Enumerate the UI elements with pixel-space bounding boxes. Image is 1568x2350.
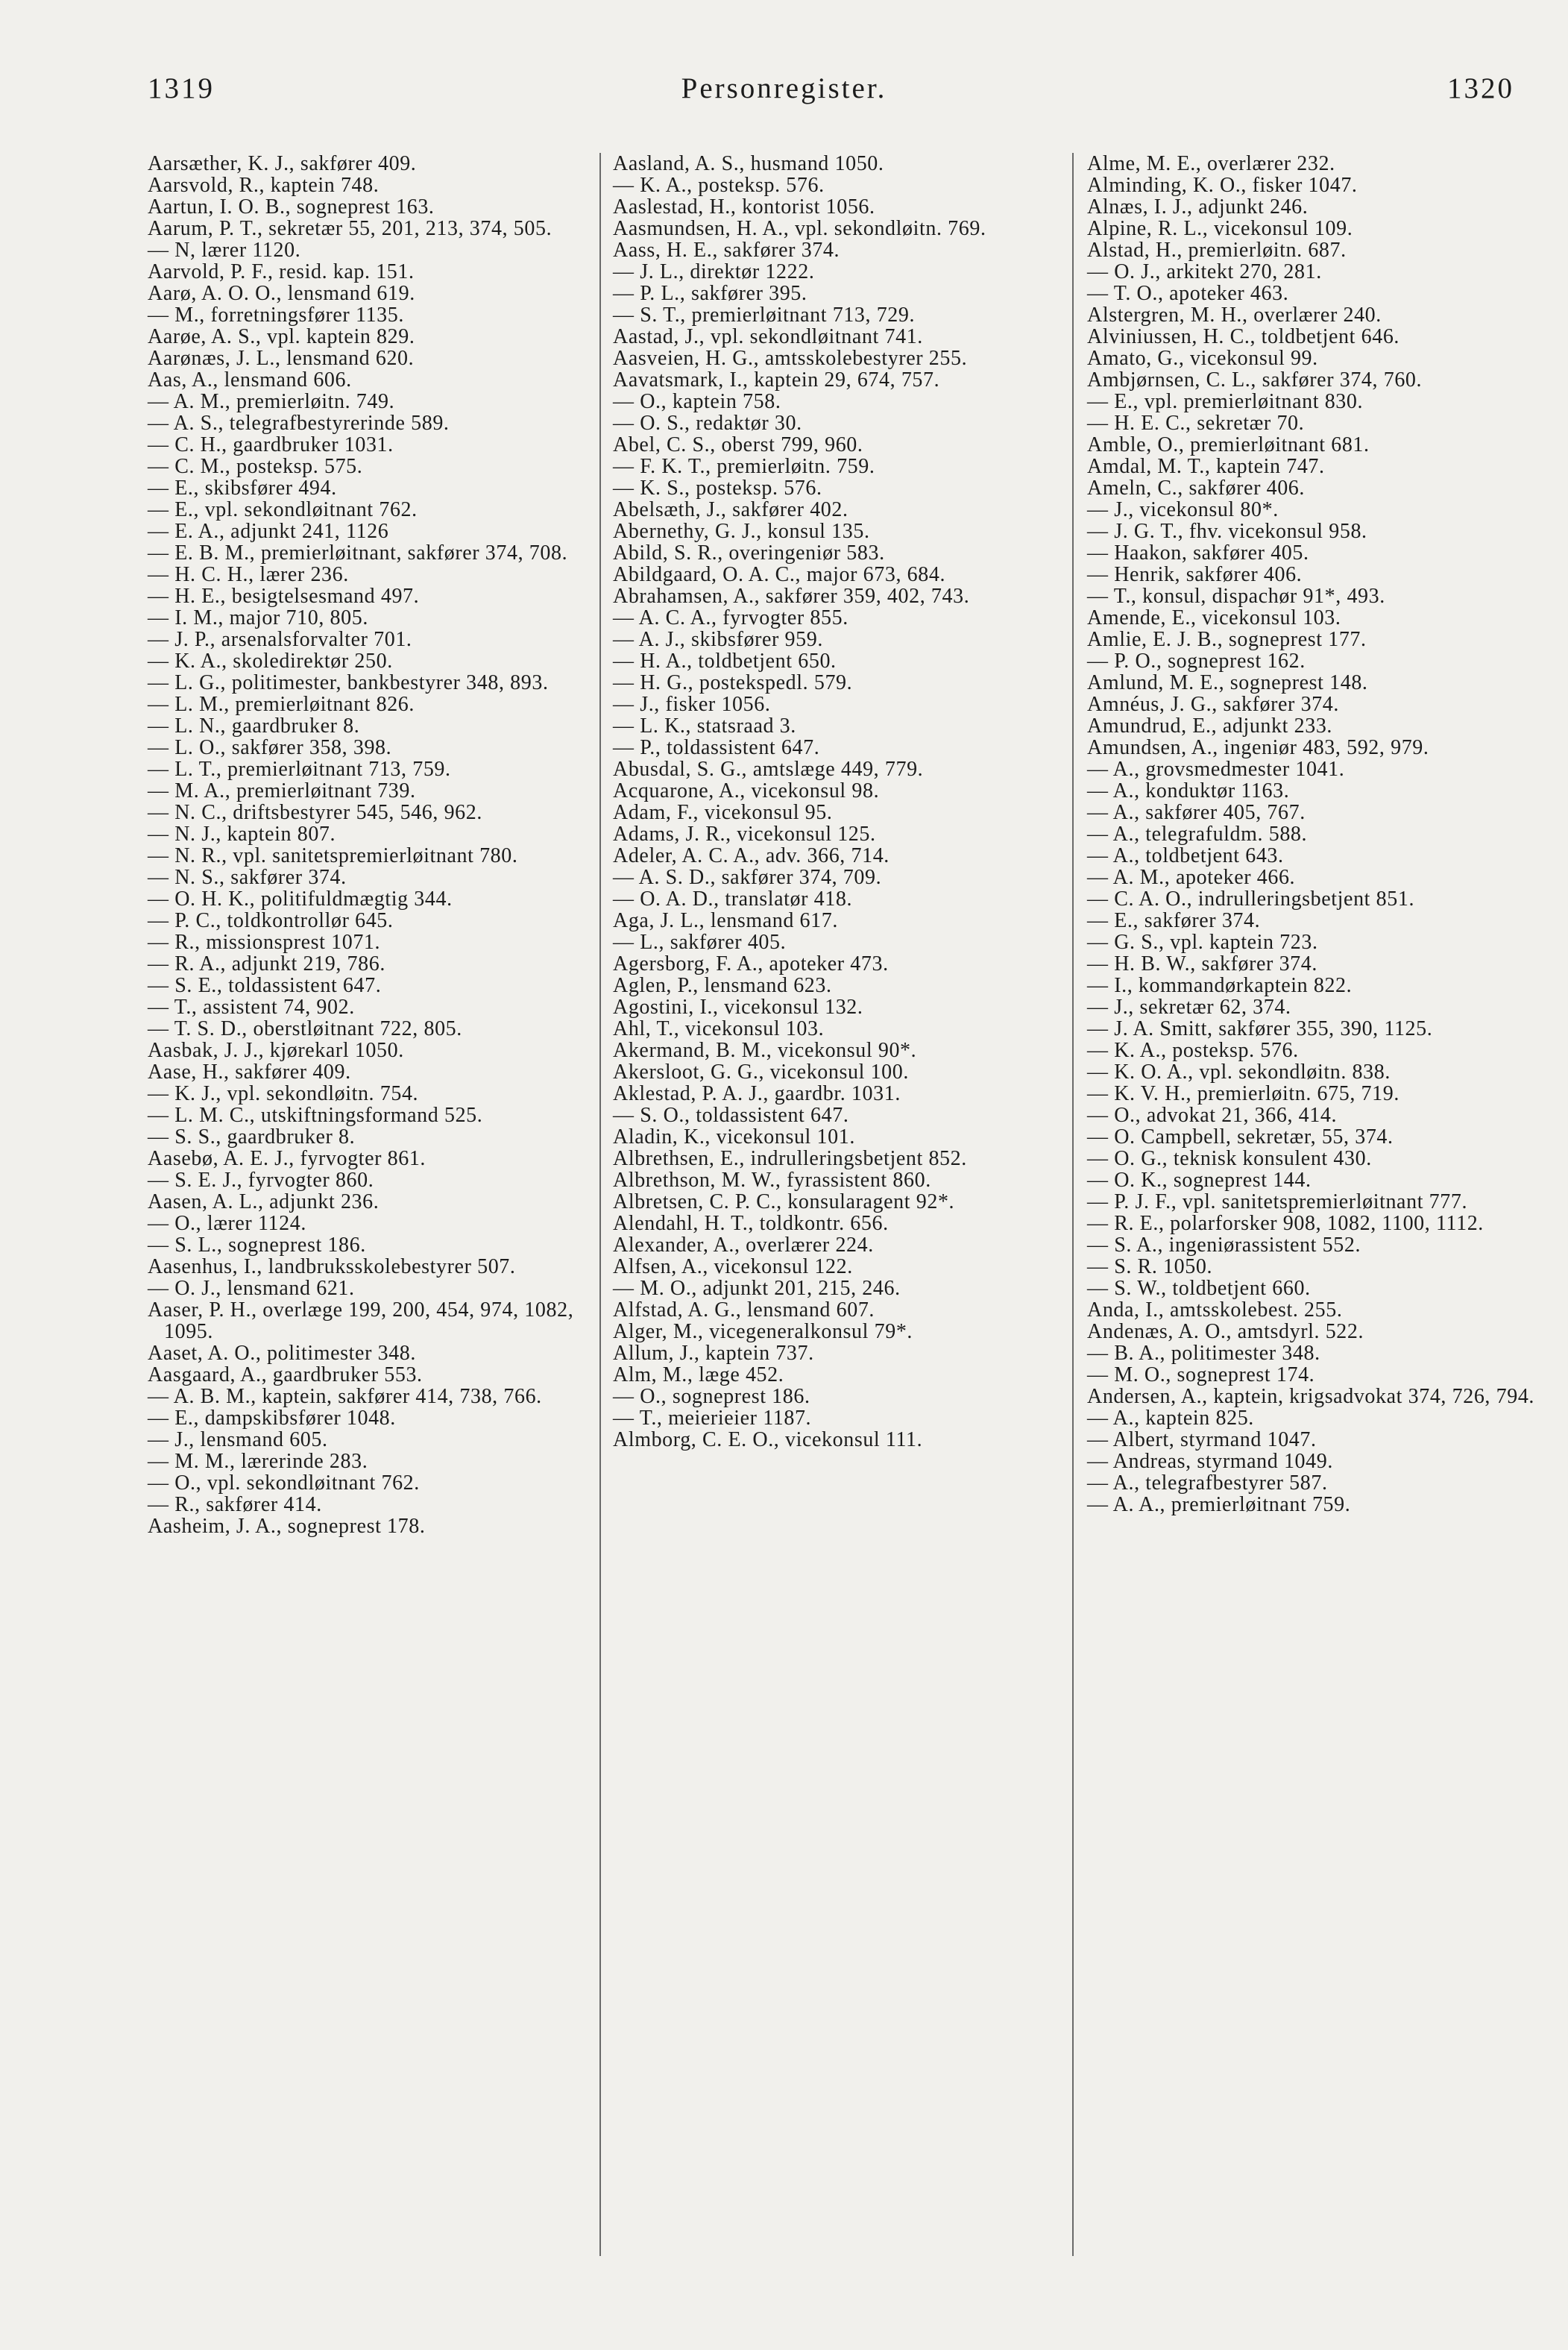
register-entry: — A., grovsmedmester 1041. — [1087, 758, 1345, 781]
register-entry: Abel, C. S., oberst 799, 960. — [613, 433, 863, 456]
register-entry: Aarsæther, K. J., sakfører 409. — [148, 152, 417, 175]
register-entry: — A., telegrafuldm. 588. — [1087, 823, 1308, 846]
register-entry: Almborg, C. E. O., vicekonsul 111. — [613, 1428, 923, 1451]
register-entry: Aarvold, P. F., resid. kap. 151. — [148, 260, 415, 283]
register-entry: — J., fisker 1056. — [613, 693, 771, 716]
register-entry: — S. O., toldassistent 647. — [613, 1104, 849, 1127]
register-entry: — O. S., redaktør 30. — [613, 412, 802, 435]
register-entry: Acquarone, A., vicekonsul 98. — [613, 779, 880, 802]
register-entry: — N, lærer 1120. — [148, 239, 301, 262]
register-entry: — A. M., apoteker 466. — [1087, 866, 1296, 889]
register-entry: — L. M., premierløitnant 826. — [148, 693, 415, 716]
register-entry: Aasbak, J. J., kjørekarl 1050. — [148, 1039, 404, 1062]
register-entry: — S. S., gaardbruker 8. — [148, 1125, 356, 1149]
register-entry: — A., telegrafbestyrer 587. — [1087, 1471, 1328, 1495]
register-entry: Amende, E., vicekonsul 103. — [1087, 606, 1341, 629]
register-entry: — C. M., posteksp. 575. — [148, 455, 363, 478]
register-entry: — R. A., adjunkt 219, 786. — [148, 952, 385, 975]
register-column-1 — [148, 153, 589, 1537]
register-entry: Aastad, J., vpl. sekondløitnant 741. — [613, 325, 923, 348]
register-entry: Aavatsmark, I., kaptein 29, 674, 757. — [613, 368, 940, 392]
register-entry: — Andreas, styrmand 1049. — [1087, 1450, 1333, 1473]
register-entry: — J. P., arsenalsforvalter 701. — [148, 628, 412, 651]
register-entry: — M. M., lærerinde 283. — [148, 1450, 368, 1473]
register-entry: Aasenhus, I., landbruksskolebestyrer 507. — [148, 1255, 516, 1278]
register-entry: Aklestad, P. A. J., gaardbr. 1031. — [613, 1082, 901, 1105]
register-entry: — S. T., premierløitnant 713, 729. — [613, 304, 916, 327]
register-entry: Ameln, C., sakfører 406. — [1087, 477, 1306, 500]
register-entry: — N. J., kaptein 807. — [148, 823, 336, 846]
register-entry: — Albert, styrmand 1047. — [1087, 1428, 1317, 1451]
register-entry: — L. N., gaardbruker 8. — [148, 714, 360, 738]
register-entry: — J., vicekonsul 80*. — [1087, 498, 1279, 521]
register-entry: Abelsæth, J., sakfører 402. — [613, 498, 848, 521]
register-entry: — L., sakfører 405. — [613, 931, 787, 954]
register-entry: Anda, I., amtsskolebest. 255. — [1087, 1298, 1343, 1322]
register-entry: Agostini, I., vicekonsul 132. — [613, 996, 863, 1019]
register-entry: — A., kaptein 825. — [1087, 1407, 1254, 1430]
register-entry: Amnéus, J. G., sakfører 374. — [1087, 693, 1339, 716]
page-header — [0, 72, 1568, 109]
register-entry: — T., meierieier 1187. — [613, 1407, 812, 1430]
register-entry: — J. A. Smitt, sakfører 355, 390, 1125. — [1087, 1017, 1433, 1040]
register-entry: Abildgaard, O. A. C., major 673, 684. — [613, 563, 946, 586]
register-entry: — M., forretningsfører 1135. — [148, 304, 404, 327]
register-entry: — O., kaptein 758. — [613, 390, 781, 413]
register-entry: Abrahamsen, A., sakfører 359, 402, 743. — [613, 585, 970, 608]
register-entry: — N. S., sakfører 374. — [148, 866, 347, 889]
register-entry: Albrethsen, E., indrulleringsbetjent 852. — [613, 1147, 967, 1170]
register-entry: Aarum, P. T., sekretær 55, 201, 213, 374, 505. — [148, 217, 552, 240]
register-entry: Aarøe, A. S., vpl. kaptein 829. — [148, 325, 415, 348]
register-entry: Amato, G., vicekonsul 99. — [1087, 347, 1318, 370]
register-entry: Ahl, T., vicekonsul 103. — [613, 1017, 825, 1040]
register-entry: Aasveien, H. G., amtsskolebestyrer 255. — [613, 347, 968, 370]
register-entry: Alstad, H., premierløitn. 687. — [1087, 239, 1347, 262]
register-entry: — O. J., lensmand 621. — [148, 1277, 355, 1300]
register-entry: — K. O. A., vpl. sekondløitn. 838. — [1087, 1061, 1391, 1084]
register-entry: — L. G., politimester, bankbestyrer 348, 893. — [148, 671, 549, 694]
register-entry: — N. C., driftsbestyrer 545, 546, 962. — [148, 801, 482, 824]
register-entry: — O. G., teknisk konsulent 430. — [1087, 1147, 1372, 1170]
register-entry: — A., konduktør 1163. — [1087, 779, 1290, 802]
register-entry: — T. S. D., oberstløitnant 722, 805. — [148, 1017, 462, 1040]
register-entry: Amdal, M. T., kaptein 747. — [1087, 455, 1325, 478]
register-entry: — O. H. K., politifuldmægtig 344. — [148, 887, 453, 911]
register-entry: Aaslestad, H., kontorist 1056. — [613, 195, 875, 219]
register-entry: Adeler, A. C. A., adv. 366, 714. — [613, 844, 890, 867]
register-entry: — O. J., arkitekt 270, 281. — [1087, 260, 1322, 283]
register-entry: Allum, J., kaptein 737. — [613, 1342, 814, 1365]
register-entry: — A. M., premierløitn. 749. — [148, 390, 395, 413]
register-entry: — E. B. M., premierløitnant, sakfører 374, 708. — [148, 541, 568, 565]
register-entry: — K. A., skoledirektør 250. — [148, 650, 393, 673]
register-column-2 — [613, 153, 1060, 1451]
register-entry: Alm, M., læge 452. — [613, 1363, 784, 1386]
register-entry: Aaset, A. O., politimester 348. — [148, 1342, 417, 1365]
register-entry: — H. E., besigtelsesmand 497. — [148, 585, 420, 608]
register-entry: — E., vpl. premierløitnant 830. — [1087, 390, 1364, 413]
register-entry: — A. B. M., kaptein, sakfører 414, 738, 766. — [148, 1385, 542, 1408]
register-entry: Aglen, P., lensmand 623. — [613, 974, 832, 997]
register-entry: — G. S., vpl. kaptein 723. — [1087, 931, 1318, 954]
register-entry: — A., toldbetjent 643. — [1087, 844, 1284, 867]
page-number-right: 1320 — [1447, 72, 1514, 104]
register-entry: Aartun, I. O. B., sogneprest 163. — [148, 195, 435, 219]
register-entry: Alfsen, A., vicekonsul 122. — [613, 1255, 853, 1278]
register-entry: — L. O., sakfører 358, 398. — [148, 736, 392, 759]
register-entry: Aarønæs, J. L., lensmand 620. — [148, 347, 415, 370]
register-entry: Andenæs, A. O., amtsdyrl. 522. — [1087, 1320, 1364, 1343]
register-entry: — L. K., statsraad 3. — [613, 714, 796, 738]
register-entry: Aass, H. E., sakfører 374. — [613, 239, 840, 262]
register-entry: — A. A., premierløitnant 759. — [1087, 1493, 1351, 1516]
register-entry: — E., dampskibsfører 1048. — [148, 1407, 396, 1430]
register-entry: — A. J., skibsfører 959. — [613, 628, 823, 651]
register-entry: — O. Campbell, sekretær, 55, 374. — [1087, 1125, 1394, 1149]
register-entry: Alminding, K. O., fisker 1047. — [1087, 174, 1358, 197]
register-entry: — P. C., toldkontrollør 645. — [148, 909, 394, 932]
register-entry: — S. E. J., fyrvogter 860. — [148, 1169, 374, 1192]
register-entry: — S. E., toldassistent 647. — [148, 974, 382, 997]
register-entry: Albrethson, M. W., fyrassistent 860. — [613, 1169, 931, 1192]
register-entry: — B. A., politimester 348. — [1087, 1342, 1320, 1365]
register-entry: — T. O., apoteker 463. — [1087, 282, 1289, 305]
register-entry: — O. K., sogneprest 144. — [1087, 1169, 1312, 1192]
register-entry: — E., sakfører 374. — [1087, 909, 1261, 932]
register-entry: Amundrud, E., adjunkt 233. — [1087, 714, 1333, 738]
register-entry: Aladin, K., vicekonsul 101. — [613, 1125, 855, 1149]
register-entry: — S. L., sogneprest 186. — [148, 1234, 366, 1257]
register-entry: Alger, M., vicegeneralkonsul 79*. — [613, 1320, 913, 1343]
register-entry: — K. S., posteksp. 576. — [613, 477, 822, 500]
register-entry: Aasebø, A. E. J., fyrvogter 861. — [148, 1147, 426, 1170]
register-entry: — M. O., adjunkt 201, 215, 246. — [613, 1277, 901, 1300]
register-entry: — R., missionsprest 1071. — [148, 931, 381, 954]
register-entry: — K. V. H., premierløitn. 675, 719. — [1087, 1082, 1399, 1105]
register-entry: Ambjørnsen, C. L., sakfører 374, 760. — [1087, 368, 1423, 392]
register-entry: — S. R. 1050. — [1087, 1255, 1213, 1278]
register-entry: — A. C. A., fyrvogter 855. — [613, 606, 848, 629]
register-entry: — A. S., telegrafbestyrerinde 589. — [148, 412, 450, 435]
register-entry: — E., vpl. sekondløitnant 762. — [148, 498, 418, 521]
register-entry: — O., vpl. sekondløitnant 762. — [148, 1471, 420, 1495]
register-entry: — Henrik, sakfører 406. — [1087, 563, 1303, 586]
register-entry: — J. G. T., fhv. vicekonsul 958. — [1087, 520, 1367, 543]
register-entry: — K. A., posteksp. 576. — [613, 174, 825, 197]
register-entry: — K. A., posteksp. 576. — [1087, 1039, 1299, 1062]
register-entry: — H. G., postekspedl. 579. — [613, 671, 853, 694]
register-entry: — M. A., premierløitnant 739. — [148, 779, 416, 802]
register-entry: — J., sekretær 62, 374. — [1087, 996, 1291, 1019]
register-entry: — J. L., direktør 1222. — [613, 260, 815, 283]
register-entry: — O., lærer 1124. — [148, 1212, 306, 1235]
register-entry: — A., sakfører 405, 767. — [1087, 801, 1306, 824]
register-entry: Akermand, B. M., vicekonsul 90*. — [613, 1039, 917, 1062]
register-entry: — F. K. T., premierløitn. 759. — [613, 455, 875, 478]
register-entry: — H. B. W., sakfører 374. — [1087, 952, 1317, 975]
register-entry: Aase, H., sakfører 409. — [148, 1061, 351, 1084]
register-entry: — R. E., polarforsker 908, 1082, 1100, 1112. — [1087, 1212, 1484, 1235]
register-entry: — H. E. C., sekretær 70. — [1087, 412, 1305, 435]
register-entry: Amble, O., premierløitnant 681. — [1087, 433, 1370, 456]
register-entry: — I. M., major 710, 805. — [148, 606, 368, 629]
register-entry: — P., toldassistent 647. — [613, 736, 820, 759]
register-entry: Andersen, A., kaptein, krigsadvokat 374, 726, 794. — [1087, 1385, 1535, 1408]
register-entry: — P. O., sogneprest 162. — [1087, 650, 1306, 673]
register-entry: Agersborg, F. A., apoteker 473. — [613, 952, 889, 975]
register-entry: Albretsen, C. P. C., konsularagent 92*. — [613, 1190, 955, 1213]
register-entry: — H. A., toldbetjent 650. — [613, 650, 837, 673]
register-entry: Amundsen, A., ingeniør 483, 592, 979. — [1087, 736, 1429, 759]
register-entry: — S. W., toldbetjent 660. — [1087, 1277, 1311, 1300]
register-entry: — O., advokat 21, 366, 414. — [1087, 1104, 1338, 1127]
register-entry: — A. S. D., sakfører 374, 709. — [613, 866, 882, 889]
page-number-left: 1319 — [148, 72, 215, 104]
register-entry: — E. A., adjunkt 241, 1126 — [148, 520, 389, 543]
register-entry: Aarø, A. O. O., lensmand 619. — [148, 282, 415, 305]
register-entry: — T., konsul, dispachør 91*, 493. — [1087, 585, 1385, 608]
register-entry: Alfstad, A. G., lensmand 607. — [613, 1298, 875, 1322]
register-column-3 — [1087, 153, 1536, 1515]
register-entry: — K. J., vpl. sekondløitn. 754. — [148, 1082, 419, 1105]
register-entry: — P. L., sakfører 395. — [613, 282, 807, 305]
register-entry: — T., assistent 74, 902. — [148, 996, 355, 1019]
register-entry: — L. T., premierløitnant 713, 759. — [148, 758, 451, 781]
register-entry: Alnæs, I. J., adjunkt 246. — [1087, 195, 1309, 219]
register-entry: — I., kommandørkaptein 822. — [1087, 974, 1353, 997]
register-entry: Aas, A., lensmand 606. — [148, 368, 352, 392]
register-entry: — Haakon, sakfører 405. — [1087, 541, 1309, 565]
register-entry: — J., lensmand 605. — [148, 1428, 328, 1451]
register-entry: Alexander, A., overlærer 224. — [613, 1234, 874, 1257]
register-entry: Abernethy, G. J., konsul 135. — [613, 520, 870, 543]
register-entry: — S. A., ingeniørassistent 552. — [1087, 1234, 1361, 1257]
register-entry: Aasgaard, A., gaardbruker 553. — [148, 1363, 423, 1386]
register-entry: Abusdal, S. G., amtslæge 449, 779. — [613, 758, 924, 781]
register-entry: Alpine, R. L., vicekonsul 109. — [1087, 217, 1353, 240]
register-entry: — M. O., sogneprest 174. — [1087, 1363, 1315, 1386]
register-entry: — E., skibsfører 494. — [148, 477, 337, 500]
register-entry: Aasland, A. S., husmand 1050. — [613, 152, 884, 175]
register-entry: — C. H., gaardbruker 1031. — [148, 433, 394, 456]
register-entry: — C. A. O., indrulleringsbetjent 851. — [1087, 887, 1415, 911]
register-entry: Aasheim, J. A., sogneprest 178. — [148, 1515, 426, 1538]
register-entry: Amlie, E. J. B., sogneprest 177. — [1087, 628, 1367, 651]
register-entry: Aasen, A. L., adjunkt 236. — [148, 1190, 380, 1213]
register-entry: — O. A. D., translatør 418. — [613, 887, 853, 911]
register-entry: Adam, F., vicekonsul 95. — [613, 801, 833, 824]
register-entry: — N. R., vpl. sanitetspremierløitnant 780. — [148, 844, 518, 867]
register-entry: Aasmundsen, H. A., vpl. sekondløitn. 769. — [613, 217, 986, 240]
register-entry: — P. J. F., vpl. sanitetspremierløitnant 777. — [1087, 1190, 1468, 1213]
register-entry: Alstergren, M. H., overlærer 240. — [1087, 304, 1382, 327]
register-entry: — H. C. H., lærer 236. — [148, 563, 349, 586]
column-divider — [599, 153, 601, 2256]
register-entry: Amlund, M. E., sogneprest 148. — [1087, 671, 1368, 694]
register-entry: Aga, J. L., lensmand 617. — [613, 909, 838, 932]
register-entry: Aaser, P. H., overlæge 199, 200, 454, 974, 1082, 1095. — [148, 1298, 574, 1343]
register-entry: Akersloot, G. G., vicekonsul 100. — [613, 1061, 909, 1084]
register-entry: — O., sogneprest 186. — [613, 1385, 810, 1408]
column-divider — [1072, 153, 1074, 2256]
register-entry: Alendahl, H. T., toldkontr. 656. — [613, 1212, 889, 1235]
register-entry: Aarsvold, R., kaptein 748. — [148, 174, 380, 197]
register-entry: Abild, S. R., overingeniør 583. — [613, 541, 885, 565]
register-entry: — L. M. C., utskiftningsformand 525. — [148, 1104, 483, 1127]
register-entry: Alme, M. E., overlærer 232. — [1087, 152, 1335, 175]
register-entry: — R., sakfører 414. — [148, 1493, 322, 1516]
page-title: Personregister. — [681, 72, 887, 104]
register-entry: Adams, J. R., vicekonsul 125. — [613, 823, 876, 846]
register-entry: Alviniussen, H. C., toldbetjent 646. — [1087, 325, 1400, 348]
